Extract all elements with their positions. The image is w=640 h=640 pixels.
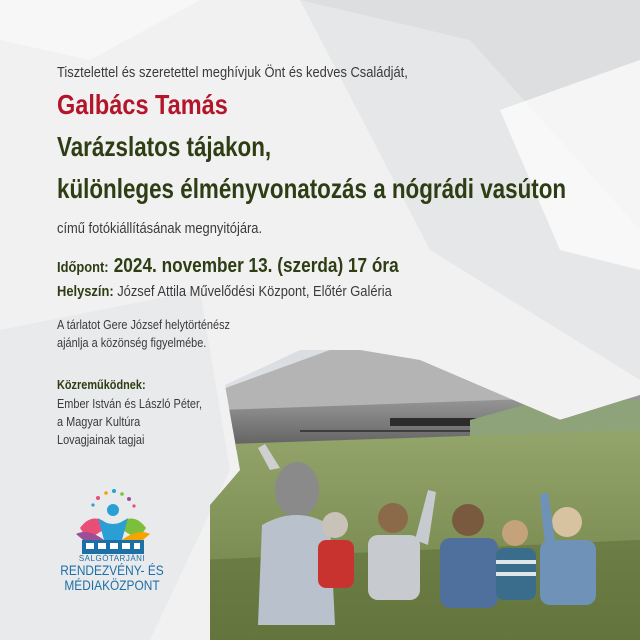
date-label: Időpont: <box>57 259 109 276</box>
exhibition-title-line2: különleges élményvonatozás a nógrádi vasúton <box>57 173 567 204</box>
recommendation-line: A tárlatot Gere József helytörténész <box>57 317 230 332</box>
exhibition-title-line1: Varázslatos tájakon, <box>57 131 272 162</box>
logo-line1: RENDEZVÉNY- ÉS <box>60 562 164 578</box>
logo-people <box>76 504 150 544</box>
logo-city: SALGÓTARJÁNI <box>78 554 146 563</box>
date-row <box>57 255 399 278</box>
place-row <box>57 283 392 300</box>
organizer-logo-text <box>42 554 182 593</box>
recommendation <box>57 316 230 352</box>
contributors-heading: Közreműködnek: <box>57 377 146 392</box>
logo-building <box>82 540 144 554</box>
recommendation-line: ajánlja a közönség figyelmébe. <box>57 335 207 350</box>
invitation-intro: Tisztelettel és szeretettel meghívjuk Önt és kedves Családját, <box>57 64 408 81</box>
place-label: Helyszín: <box>57 283 114 300</box>
contributor-line: a Magyar Kultúra <box>57 414 141 429</box>
contributor-line: Lovagjainak tagjai <box>57 432 145 447</box>
exhibition-subtitle: című fotókiállításának megnyitójára. <box>57 220 263 237</box>
place-value: József Attila Művelődési Központ, Előtér Galéria <box>117 283 392 300</box>
contributors-list <box>57 395 202 449</box>
contributor-line: Ember István és László Péter, <box>57 396 203 411</box>
artist-name: Galbács Tamás <box>57 89 228 120</box>
date-value: 2024. november 13. (szerda) 17 óra <box>113 255 399 277</box>
logo-line2: MÉDIAKÖZPONT <box>64 577 160 593</box>
